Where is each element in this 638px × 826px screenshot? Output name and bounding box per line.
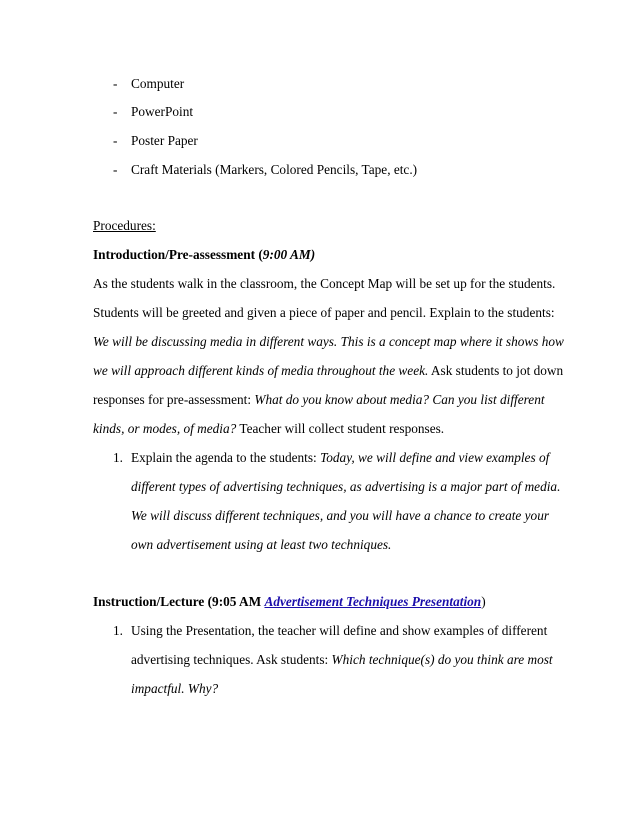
list-item: PowerPoint [131,104,194,119]
item-italic-text: Which technique(s) do you think are most [331,652,553,667]
intro-paragraph-line: Students will be greeted and given a piece of paper and pencil. Explain to the students: [93,305,555,320]
intro-heading-label: Introduction/Pre-assessment [93,247,256,262]
list-dash: - [113,104,118,119]
item-plain-text: Explain the agenda to the students: [131,450,321,465]
instruction-heading [93,594,486,610]
numbered-item-line: own advertisement using at least two techniques. [131,537,392,552]
intro-paragraph-line [93,363,563,379]
instruction-heading-paren: ) [481,594,486,609]
intro-plain-text: Ask students to jot down [428,363,564,378]
numbered-item-line: Using the Presentation, the teacher will define and show examples of different [131,623,548,638]
intro-italic-text: we will approach different kinds of media throughout the week. [93,363,429,378]
list-item: Craft Materials (Markers, Colored Pencils, Tape, etc.) [131,162,418,177]
numbered-item-line: different types of advertising techniques, as advertising is a major part of media. [131,479,561,494]
numbered-item-line: We will discuss different techniques, and you will have a chance to create your [131,508,550,523]
list-dash: - [113,76,118,91]
intro-heading [93,247,315,263]
intro-paragraph-line: We will be discussing media in different ways. This is a concept map where it shows how [93,334,564,349]
numbered-item-line [131,652,553,668]
intro-paragraph-line: As the students walk in the classroom, the Concept Map will be set up for the students. [93,276,556,291]
numbered-item-line [131,450,549,466]
numbered-item-line: impactful. Why? [131,681,219,696]
list-number: 1. [113,623,123,638]
list-item: Poster Paper [131,133,198,148]
intro-italic-text: kinds, or modes, of media? [93,421,237,436]
item-plain-text: advertising techniques. Ask students: [131,652,332,667]
item-italic-text: Today, we will define and view examples of [320,450,550,465]
list-item: Computer [131,76,185,91]
list-dash: - [113,133,118,148]
intro-paragraph-line [93,392,545,408]
list-dash: - [113,162,118,177]
presentation-link[interactable]: Advertisement Techniques Presentation [264,594,482,609]
intro-paragraph-line [93,421,444,437]
intro-plain-text: responses for pre-assessment: [93,392,255,407]
procedures-heading: Procedures: [93,218,156,233]
list-number: 1. [113,450,123,465]
instruction-heading-label: Instruction/Lecture (9:05 AM [93,594,265,609]
intro-italic-text: What do you know about media? Can you list different [254,392,545,407]
intro-plain-text: Teacher will collect student responses. [236,421,445,436]
intro-heading-time: 9:00 AM) [262,247,316,262]
intro-heading-paren: ( [255,247,263,262]
